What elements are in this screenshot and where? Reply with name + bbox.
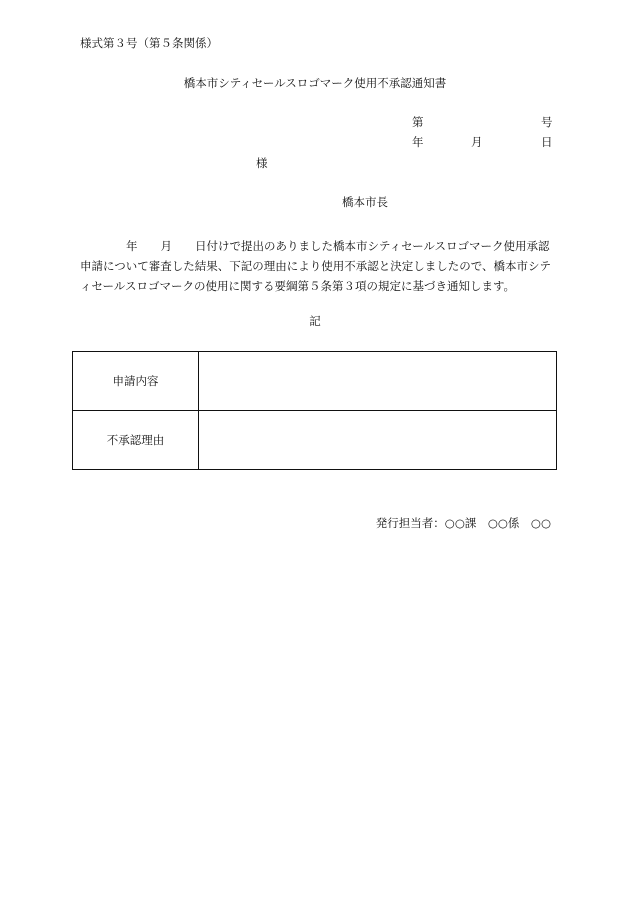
table-row bbox=[73, 352, 557, 411]
body-month-label: 月 bbox=[160, 239, 172, 253]
application-content-label: 申請内容 bbox=[73, 352, 199, 411]
ki-heading: 記 bbox=[309, 314, 321, 328]
addressee-honorific: 様 bbox=[256, 156, 268, 170]
rejection-reason-value bbox=[199, 411, 557, 470]
reference-number-suffix: 号 bbox=[541, 115, 553, 129]
application-content-value bbox=[199, 352, 557, 411]
form-number: 様式第３号（第５条関係） bbox=[80, 36, 218, 50]
issuing-contact: 発行担当者：○○課 ○○係 ○○ bbox=[375, 516, 551, 530]
details-table bbox=[72, 351, 557, 470]
notice-body bbox=[80, 236, 554, 296]
body-text: 日付けで提出のありました橋本市シティセールスロゴマーク使用承認申請について審査した結果、下記の理由により使用不承認と決定しましたので、橋本市シティセールスロゴマークの使用に関する要綱第５条第３項の規定に基づき通知します。 bbox=[80, 239, 552, 293]
date-month-label: 月 bbox=[471, 135, 483, 149]
issuer-name: 橋本市長 bbox=[342, 195, 388, 209]
reference-number-prefix: 第 bbox=[412, 115, 424, 129]
table-row bbox=[73, 411, 557, 470]
rejection-reason-label: 不承認理由 bbox=[73, 411, 199, 470]
body-year-label: 年 bbox=[126, 239, 138, 253]
document-title: 橋本市シティセールスロゴマーク使用不承認通知書 bbox=[183, 76, 447, 90]
date-year-label: 年 bbox=[412, 135, 424, 149]
date-day-label: 日 bbox=[541, 135, 553, 149]
